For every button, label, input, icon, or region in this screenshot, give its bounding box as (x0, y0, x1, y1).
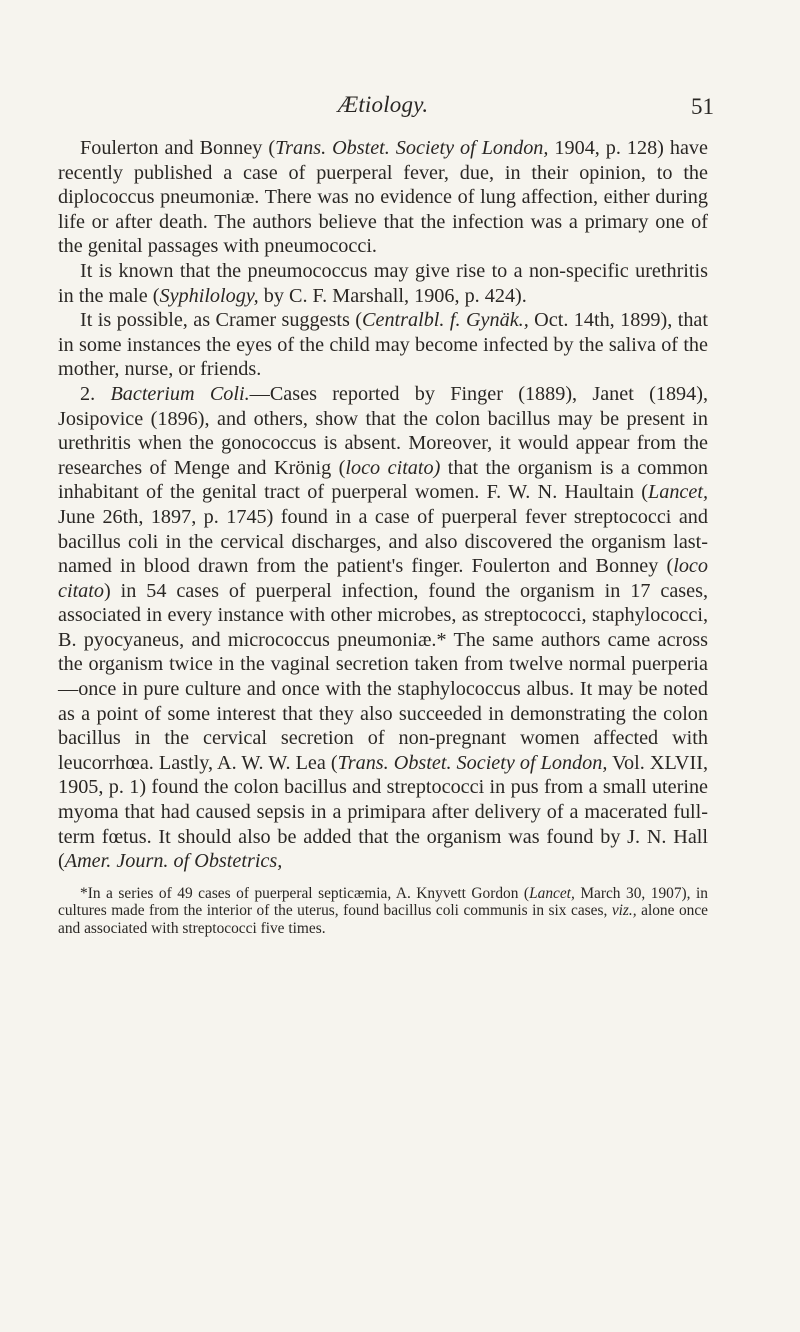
running-title: Ætiology. (337, 92, 429, 117)
text-run: 1904, p. 128) have recently published a case of puerperal fever, due, in their opinion, to the diplococcus pneumoniæ. There was no evidence of lung affection, either during life or after death. The authors believe that the infection was a primary one of the genital passages with pneumococci. (58, 137, 708, 258)
running-head (58, 92, 714, 136)
text-run: March 30, 1907), in cultures made from the interior of the uterus, found bacillus coli communis in six cases, (58, 884, 708, 920)
text-run: *In a series of 49 cases of puerperal septicæmia, A. Knyvett Gordon ( (80, 884, 530, 902)
paragraph-foulerton-bonney (58, 136, 708, 259)
text-run: 2. (80, 382, 111, 405)
text-run: —Cases reported by Finger (1889), Janet (1894), Josipovice (1896), and others, show that the colon bacillus may be present in urethritis when the gonococcus is absent. Moreover, it would appear from the researches of Menge and Krönig ( (58, 382, 708, 479)
italic-citation: viz., (611, 902, 637, 920)
italic-citation: Amer. Journ. of Obstetrics, (64, 850, 283, 873)
text-run: June 26th, 1897, p. 1745) found in a case of puerperal fever streptococci and bacillus coli in the cervical discharges, and also discovered the organism last-named in blood drawn from the patient's finger. Foulerton and Bonney ( (58, 505, 708, 578)
italic-citation: Trans. Obstet. Society of London, (337, 751, 608, 774)
page-number: 51 (691, 94, 714, 119)
text-run: ) in 54 cases of puerperal infection, found the organism in 17 cases, associated in every instance with other microbes, as streptococci, staphylococci, B. pyocyaneus, and micrococcus pneumoniæ.* The same authors came across the organism twice in the vaginal secretion taken from twelve normal puerperia—once in pure culture and once with the staphylococcus albus. It may be noted as a point of some interest that they also succeeded in demonstrating the colon bacillus in the cervical secretion of non-pregnant women affected with leucorrhœa. Lastly, A. W. W. Lea ( (58, 579, 708, 774)
text-run: Vol. XLVII, 1905, p. 1) found the colon bacillus and streptococci in pus from a small uterine myoma that had caused sepsis in a primipara after delivery of a macerated full-term fœtus. It should also be added that the organism was found by J. N. Hall ( (58, 751, 708, 873)
italic-citation: Centralbl. f. Gynäk., (362, 309, 529, 332)
paragraph-bacterium-coli (58, 382, 708, 874)
text-run: Foulerton and Bonney ( (80, 137, 276, 159)
italic-citation: loco citato (58, 555, 708, 602)
text-run: Oct. 14th, 1899), that in some instances the eyes of the child may become infected by the saliva of the mother, nurse, or friends. (58, 309, 708, 381)
footnote (58, 885, 708, 938)
italic-citation: Bacterium Coli. (110, 382, 250, 405)
body-text (58, 136, 708, 874)
text-run: that the organism is a common inhabitant of the genital tract of puerperal women. F. W. N. Haultain ( (58, 456, 708, 504)
italic-citation: Trans. Obstet. Society of London, (275, 137, 549, 159)
text-run: It is known that the pneumococcus may give rise to a non-specific urethritis in the male ( (58, 259, 708, 307)
book-page (58, 92, 714, 1312)
italic-citation: Lancet, (529, 884, 575, 902)
italic-citation: loco citato) (345, 456, 441, 479)
text-run: It is possible, as Cramer suggests ( (80, 309, 363, 332)
paragraph-pneumococcus-urethritis (58, 259, 708, 308)
italic-citation: Syphilology, (159, 284, 259, 307)
italic-citation: Lancet, (648, 481, 708, 504)
text-run: by C. F. Marshall, 1906, p. 424). (258, 284, 527, 307)
text-run: alone once and associated with streptococci five times. (58, 902, 708, 937)
paragraph-cramer-saliva (58, 308, 708, 382)
